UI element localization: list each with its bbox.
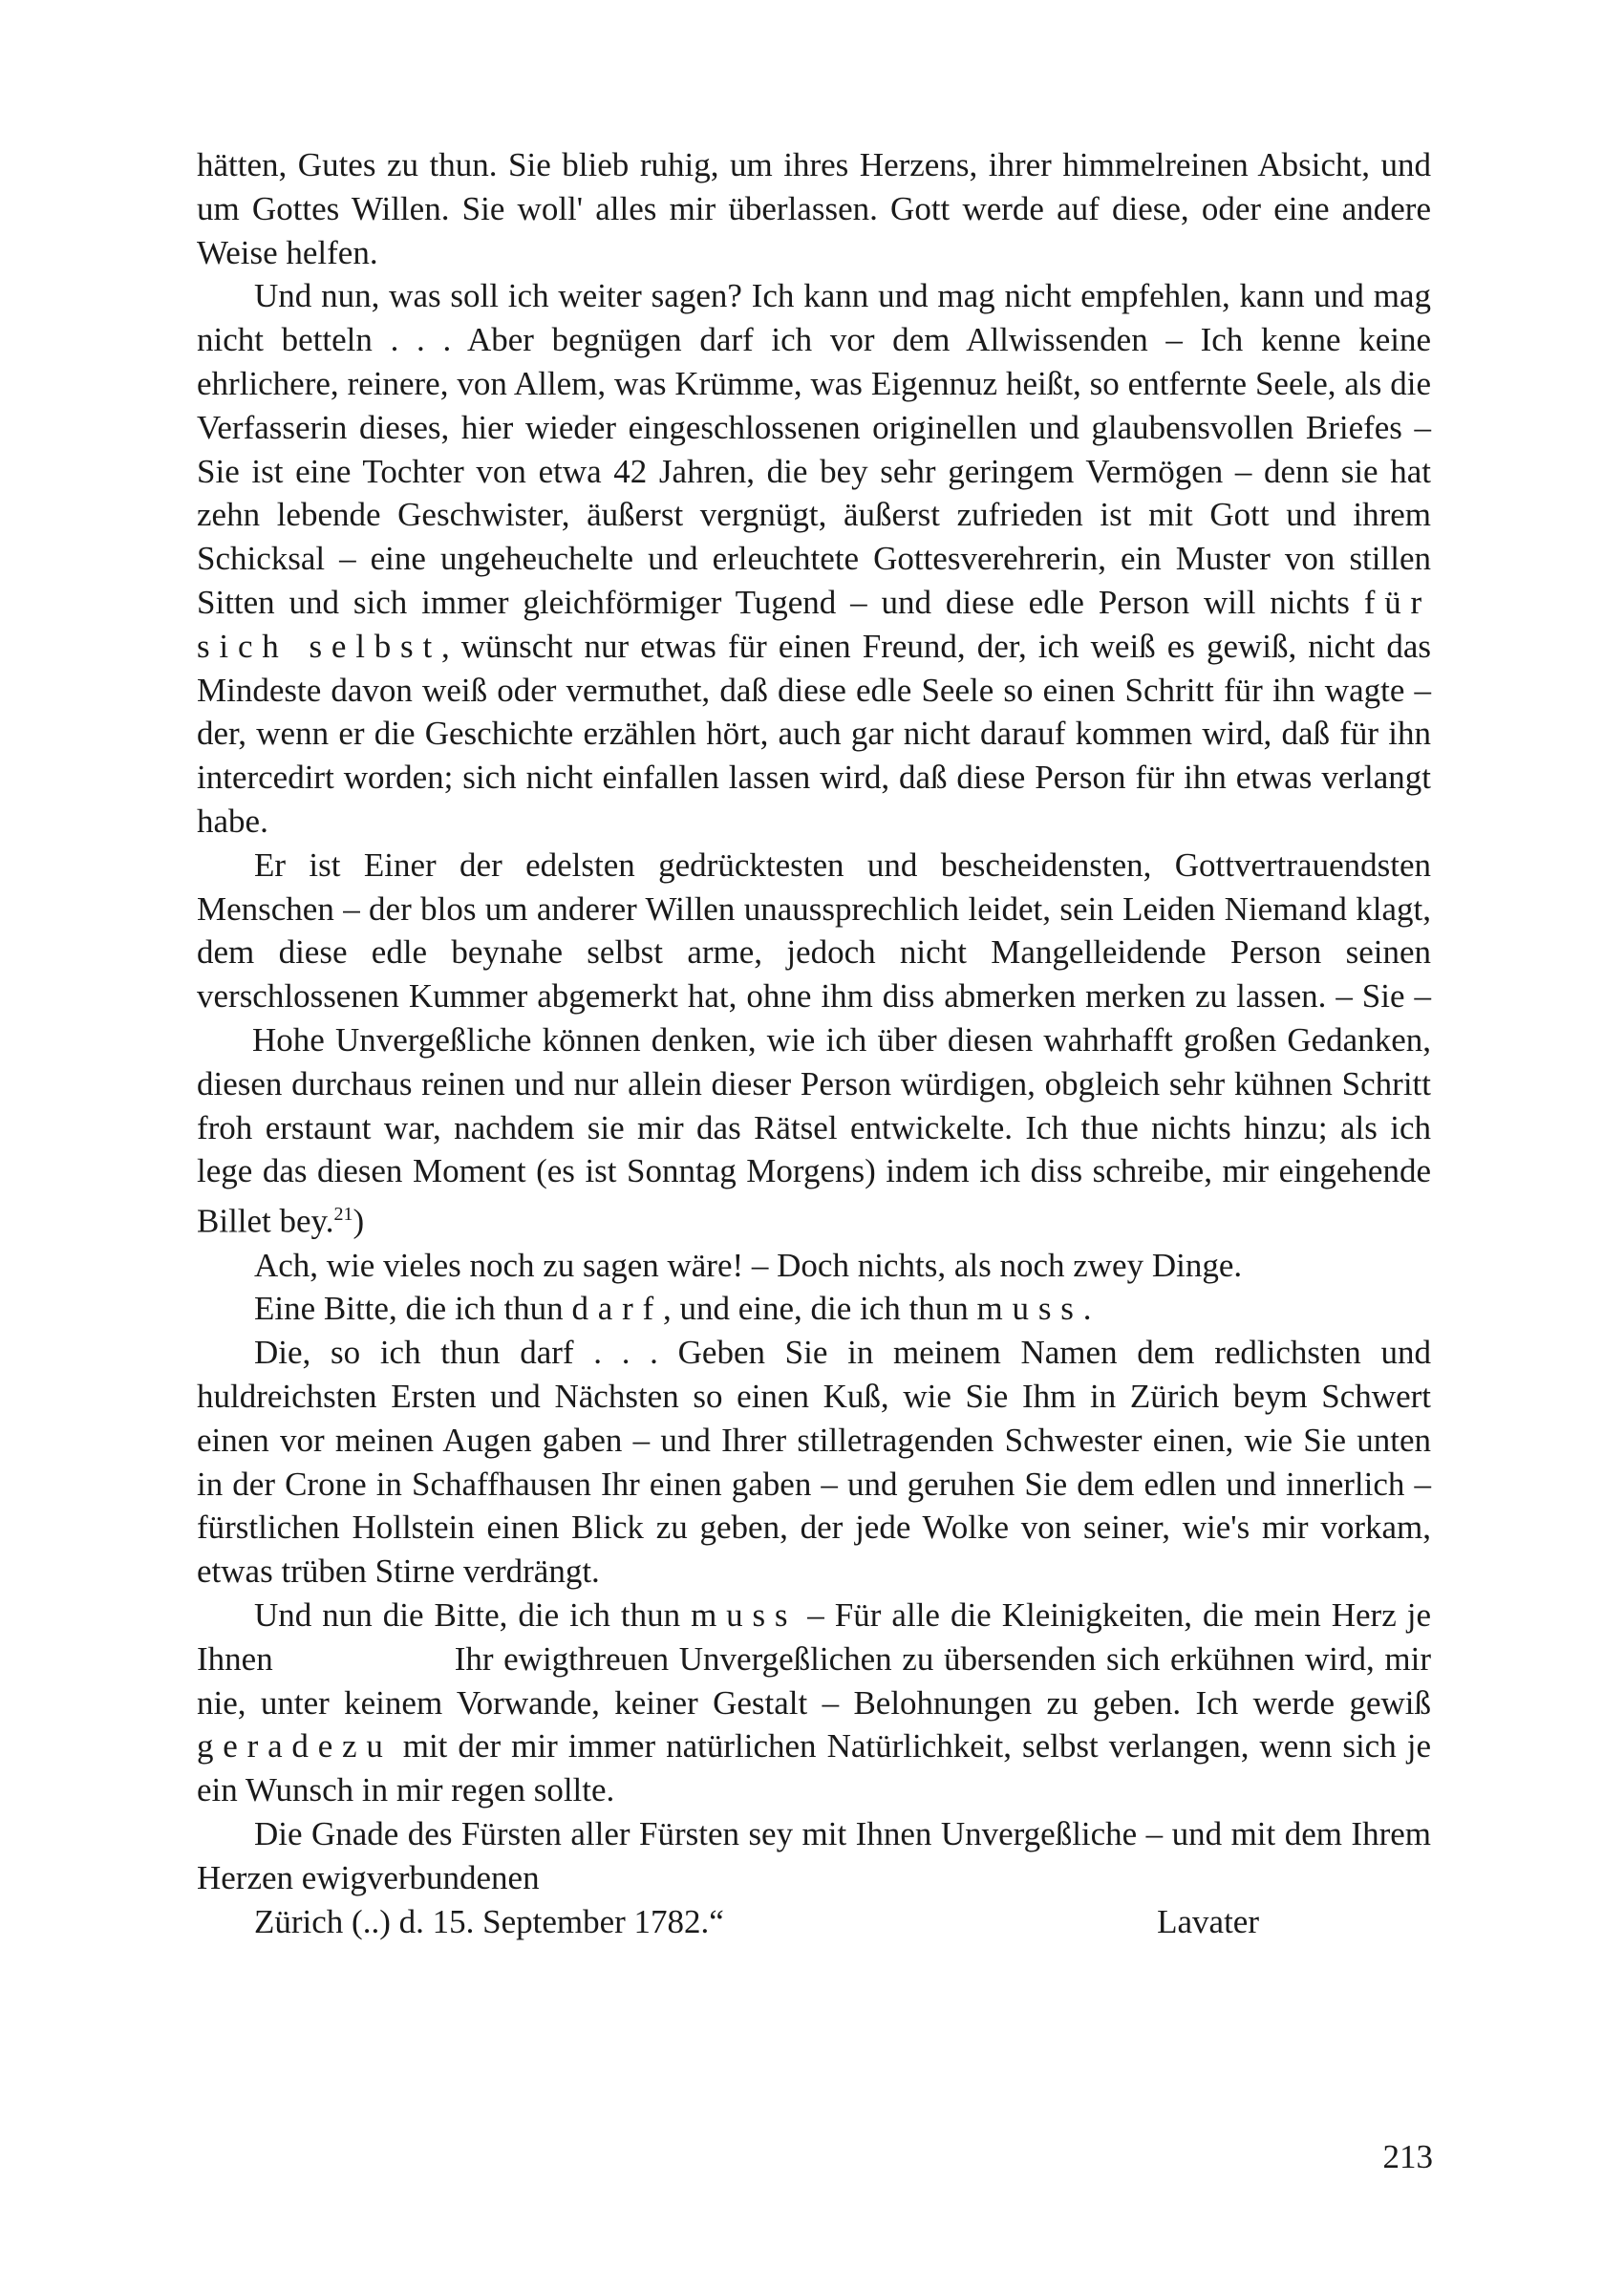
letter-page: [197, 143, 1431, 1943]
salutation-hohe-unvergessliche: Hohe Unvergeßliche: [252, 1020, 532, 1059]
paragraph-6: Die, so ich thun darf . . . Geben Sie in meinem Namen dem redlichsten und huldreichsten Ersten und Nächsten so einen Kuß, wie Sie Ihm in Zürich beym Schwert einen vor meinen Augen gaben – und Ihrer stilletragenden Schwester einen, wie Sie unten in der Crone in Schaffhausen Ihr einen gaben – und geruhen Sie dem edlen und innerlich – fürstlichen Hollstein einen Blick zu geben, der jede Wolke von seiner, wie's mir vorkam, etwas trüben Stirne verdrängt.: [197, 1334, 1431, 1591]
paragraph-5-text-a: Eine Bitte, die ich thun: [254, 1290, 572, 1328]
spaced-emphasis-fuer-sich-selbst: für sich selbst: [197, 583, 1431, 665]
spaced-emphasis-muss: muss: [976, 1290, 1083, 1328]
paragraph-5: [197, 1287, 1431, 1331]
paragraph-1: hätten, Gutes zu thun. Sie blieb ruhig, um ihres Herzens, ihrer himmelreinen Absicht, und um Gottes Willen. Sie woll' alles mir überlassen. Gott werde auf diese, oder eine andere Weise helfen.: [197, 146, 1431, 271]
paragraph-5-text-e: .: [1082, 1290, 1092, 1328]
spaced-emphasis-darf: darf: [571, 1290, 663, 1328]
paragraph-2-text-c: , wünscht nur etwas für einen Freund, der, ich weiß es gewiß, nicht das Mindeste davon weiß oder vermuthet, daß diese edle Seele so einen Schritt für ihn wagte – der, wenn er die Geschichte erzählen hört, auch gar nicht darauf kommen wird, daß für ihn intercedirt worden; sich nicht einfallen lassen wird, daß diese Person für ihn etwas verlangt habe.: [197, 627, 1432, 840]
paragraph-8: Die Gnade des Fürsten aller Fürsten sey mit Ihnen Unvergeßliche – und mit dem Ihrem Herzen ewigverbundenen: [197, 1814, 1431, 1896]
spaced-emphasis-geradezu: geradezu: [197, 1727, 393, 1766]
paragraph-7-text-e: zu übersenden sich erkühnen wird, mir nie, unter keinem Vorwande, keiner Gestalt – Belohnungen zu geben. Ich werde gewiß: [197, 1639, 1431, 1722]
paragraph-7-text-c: – Für alle die Kleinigkeiten, die mein Herz je Ihnen: [197, 1595, 1431, 1678]
paragraph-2: [197, 274, 1431, 843]
closing-line: [197, 1900, 1431, 1944]
paragraph-7-text-g: mit der mir immer natürlichen Natürlichkeit, selbst verlangen, wenn sich je ein Wunsch in mir regen sollte.: [197, 1727, 1431, 1809]
paragraph-7-text-a: Und nun die Bitte, die ich thun: [254, 1595, 692, 1634]
paragraph-4: Ach, wie vieles noch zu sagen wäre! – Doch nichts, als noch zwey Dinge.: [254, 1246, 1243, 1284]
paragraph-2-text-a: Und nun, was soll ich weiter sagen? Ich kann und mag nicht empfehlen, kann und mag nicht betteln . . . Aber begnügen darf ich vor dem Allwissenden – Ich kenne keine ehrlichere, reinere, von Allem, was Krümme, was Eigennuz heißt, so entfernte Seele, als die Verfasserin dieses, hier wieder eingeschlossenen originellen und glaubensvollen Briefes – Sie ist eine Tochter von etwa 42 Jahren, die bey sehr geringem Vermögen – denn sie hat zehn lebende Geschwister, äußerst vergnügt, äußerst zufrieden ist mit Gott und ihrem Schicksal – eine ungeheuchelte und erleuchtete Gottesverehrerin, ein Muster von stillen Sitten und sich immer gleichförmiger Tugend – und diese edle Person will nichts: [197, 277, 1431, 621]
paragraph-7: [197, 1594, 1431, 1812]
paragraph-5-text-c: , und eine, die ich thun: [662, 1290, 977, 1328]
paragraph-3-text-d: ): [353, 1202, 365, 1240]
page-number: 213: [1382, 2138, 1433, 2175]
signature: Lavater: [1157, 1902, 1259, 1940]
spaced-emphasis-muss-2: muss: [691, 1595, 798, 1634]
salutation-ewigthreuen: Ihr ewigthreuen Unvergeßlichen: [454, 1639, 892, 1678]
paragraph-3-text-a: Er ist Einer der edelsten gedrücktesten und bescheidensten, Gottvertrauendsten Menschen – der blos um anderer Willen unaussprechlich leidet, sein Leiden Niemand klagt, dem diese edle beynahe selbst arme, jedoch nicht Mangelleidende Person seinen verschlossenen Kummer abgemerkt hat, ohne ihm diss abmerken merken zu lassen. – Sie –: [197, 845, 1431, 1016]
place-and-date: Zürich (..) d. 15. September 1782.“: [254, 1902, 724, 1940]
paragraph-3: [197, 844, 1431, 1244]
paragraph-3-text-c: können denken, wie ich über diesen wahrhafft großen Gedanken, diesen durchaus reinen und nur allein dieser Person würdigen, obgleich sehr kühnen Schritt froh erstaunt war, nachdem sie mir das Rätsel entwickelte. Ich thue nichts hinzu; als ich lege das diesen Moment (es ist Sonntag Morgens) indem ich diss schreibe, mir eingehende Billet bey.: [197, 1020, 1432, 1240]
footnote-marker: 21: [333, 1204, 353, 1226]
